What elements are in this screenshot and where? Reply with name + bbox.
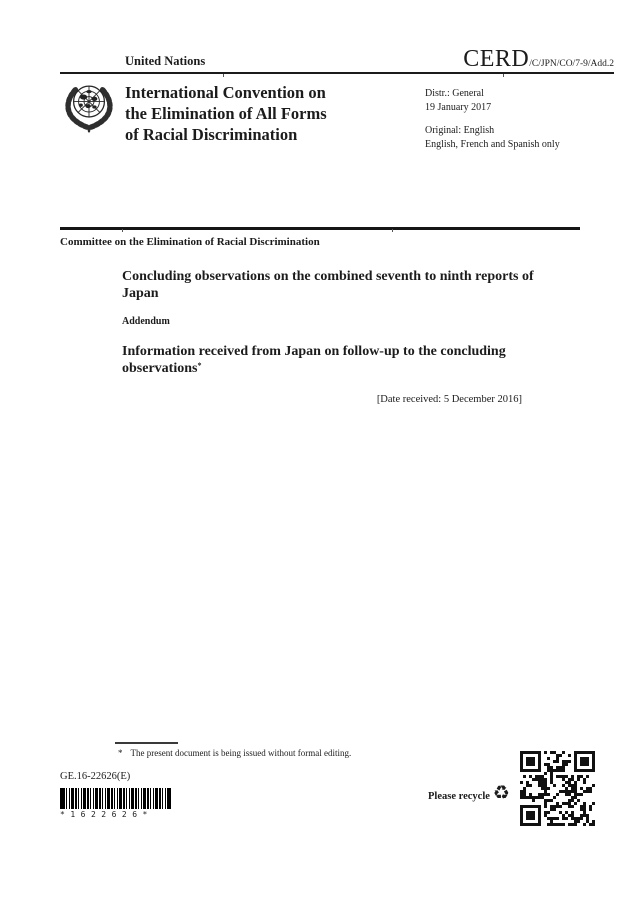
distr-line: Distr.: General — [425, 88, 484, 99]
committee-name: Committee on the Elimination of Racial Discrimination — [60, 236, 320, 248]
footnote-marker: * — [118, 748, 123, 758]
section-rule — [60, 227, 580, 230]
rule-tick — [122, 229, 123, 232]
distribution-block — [425, 87, 560, 152]
convention-title-line: of Racial Discrimination — [125, 124, 298, 144]
barcode — [60, 788, 171, 809]
date-received: [Date received: 5 December 2016] — [376, 394, 522, 405]
addendum-label: Addendum — [122, 316, 170, 327]
original-language: Original: English — [425, 125, 495, 136]
footnote-reference: * — [197, 361, 202, 371]
followup-title — [122, 343, 554, 378]
document-symbol — [463, 46, 614, 73]
followup-title-text: Information received from Japan on follow-up to the concluding observations — [122, 344, 506, 377]
rule-tick — [392, 229, 393, 232]
rule-tick — [503, 74, 504, 77]
rule-tick — [223, 74, 224, 77]
report-title: Concluding observations on the combined seventh to ninth reports of Japan — [122, 269, 534, 302]
languages-note: English, French and Spanish only — [425, 139, 560, 150]
recycle-label: Please recycle — [428, 791, 490, 802]
un-emblem-icon — [60, 78, 118, 136]
footnote-text: The present document is being issued without formal editing. — [130, 748, 352, 758]
header-rule — [60, 72, 614, 74]
united-nations-label: United Nations — [125, 54, 206, 68]
ge-number: GE.16-22626(E) — [60, 771, 131, 782]
qr-code — [520, 751, 595, 826]
recycle-note — [428, 782, 510, 804]
barcode-text: *1622626* — [60, 810, 153, 819]
distr-date: 19 January 2017 — [425, 102, 492, 113]
document-symbol-main: CERD — [463, 46, 530, 72]
footnote — [118, 748, 351, 758]
convention-title-line: the Elimination of All Forms — [125, 103, 327, 123]
convention-title-line: International Convention on — [125, 83, 326, 102]
footnote-separator — [115, 742, 178, 744]
document-symbol-suffix: /C/JPN/CO/7-9/Add.2 — [529, 59, 614, 69]
recycle-icon: ♻ — [492, 782, 510, 804]
convention-title — [125, 83, 395, 145]
